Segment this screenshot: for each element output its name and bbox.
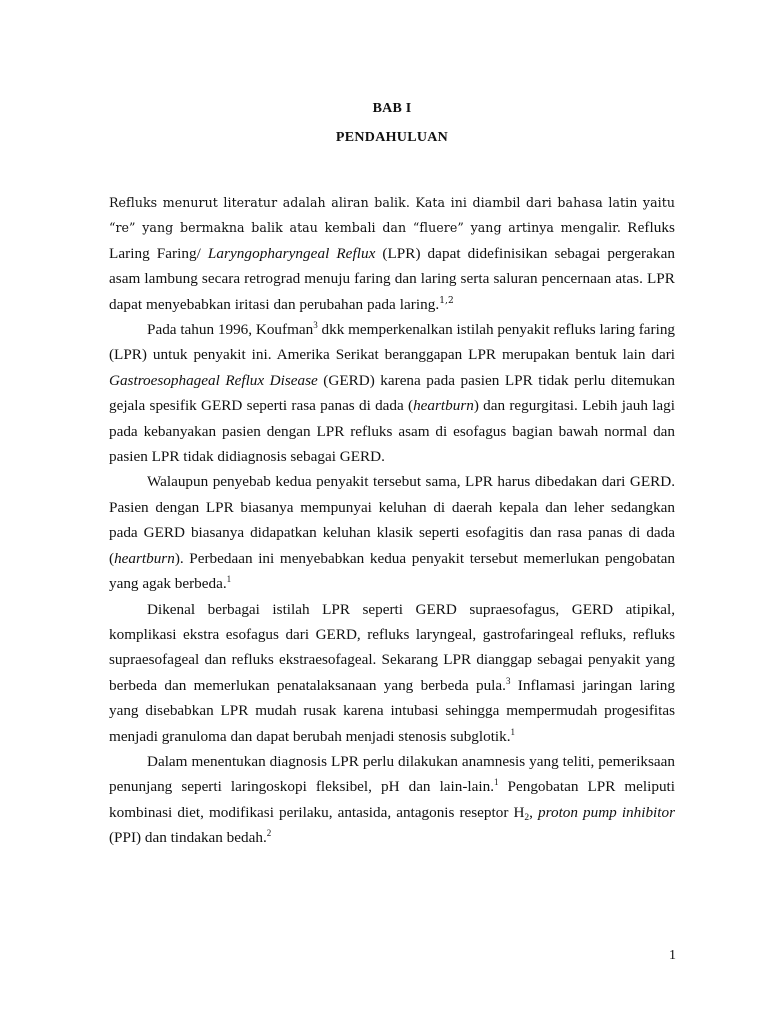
citation: 2: [266, 828, 272, 839]
paragraph-2-text: ) dan regurgitasi. Lebih jauh lagi pada kebanyakan pasien dengan LPR refluks asam di esofagus bagian bawah normal dan pasien LPR tidak didiagnosis sebagai GERD.: [109, 397, 675, 466]
citation: 1: [226, 574, 232, 585]
term-italic: heartburn: [413, 397, 474, 415]
citation: 1: [494, 777, 499, 788]
paragraph-4-text: Dikenal berbagai istilah LPR seperti GERD supraesofagus, GERD atipikal, komplikasi ekstra esofagus dari GERD, refluks laryngeal, gastrofaringeal refluks, refluks supraesofageal dan refluks ekstraesofageal. Sekarang LPR dianggap sebagai penyakit yang berbeda dan memerlukan penatalaksanaan yang berbeda pula.: [109, 600, 675, 694]
body-text: [109, 190, 675, 851]
subscript: 2: [524, 812, 530, 823]
term-italic: Gastroesophageal Reflux Disease: [109, 371, 318, 389]
paragraph-4-text: Inflamasi jaringan laring yang disebabkan LPR mudah rusak karena intubasi sehingga mempermudah progesifitas menjadi granuloma dan dapat berubah menjadi stenosis subglotik.: [109, 676, 675, 745]
paragraph-2-text: (GERD) karena pada pasien LPR tidak perlu ditemukan gejala spesifik GERD seperti rasa panas di dada (: [109, 371, 675, 415]
paragraph-5: [109, 749, 675, 851]
paragraph-4: [109, 597, 675, 749]
paragraph-5-text: Dalam menentukan diagnosis LPR perlu dilakukan anamnesis yang teliti, pemeriksaan penunjang seperti laringoskopi fleksibel, pH dan lain-lain.: [109, 752, 675, 796]
paragraph-2-text: Pada tahun 1996, Koufman: [147, 321, 314, 339]
citation: 1,2: [439, 295, 454, 306]
citation: 3: [313, 320, 318, 331]
term-italic: proton pump inhibitor: [538, 803, 676, 821]
paragraph-5-text: ,: [529, 803, 539, 821]
paragraph-5-text: Pengobatan LPR meliputi kombinasi diet, modifikasi perilaku, antasida, antagonis reseptor H: [109, 778, 675, 821]
term-italic: heartburn: [114, 549, 175, 567]
term-italic: Laryngopharyngeal Reflux: [207, 244, 376, 262]
paragraph-1-text: Refluks menurut literatur adalah aliran balik. Kata ini diambil dari bahasa latin yaitu “re” yang bermakna balik atau kembali dan “fluere” yang artinya mengalir.: [109, 195, 675, 236]
paragraph-1: [109, 190, 675, 317]
citation: 3: [505, 675, 511, 686]
citation: 1: [510, 726, 516, 737]
chapter-number: BAB I: [372, 101, 412, 116]
page-number: 1: [669, 948, 676, 963]
paragraph-2: [109, 317, 675, 469]
paragraph-3: [109, 469, 675, 596]
paragraph-1-text: Refluks Laring Faring/: [109, 219, 676, 262]
paragraph-1-text: (LPR) dapat didefinisikan sebagai pergerakan asam lambung secara retrograd menuju faring dan laring serta saluran pencernaan atas. LPR dapat menyebabkan iritasi dan perubahan pada laring.: [109, 244, 675, 313]
chapter-title: PENDAHULUAN: [335, 130, 449, 145]
paragraph-3-text: Walaupun penyebab kedua penyakit tersebut sama, LPR harus dibedakan dari GERD. Pasien dengan LPR biasanya mempunyai keluhan di daerah kepala dan leher sedangkan pada GERD biasanya didapatkan keluhan klasik seperti esofagitis dan rasa panas di dada (: [109, 473, 675, 567]
paragraph-3-text: ). Perbedaan ini menyebabkan kedua penyakit tersebut memerlukan pengobatan yang agak berbeda.: [109, 549, 675, 593]
paragraph-5-text: (PPI) dan tindakan bedah.: [109, 829, 267, 847]
paragraph-2-text: dkk memperkenalkan istilah penyakit refluks laring faring (LPR) untuk penyakit ini. Amerika Serikat beranggapan LPR merupakan bentuk lain dari: [109, 321, 676, 364]
